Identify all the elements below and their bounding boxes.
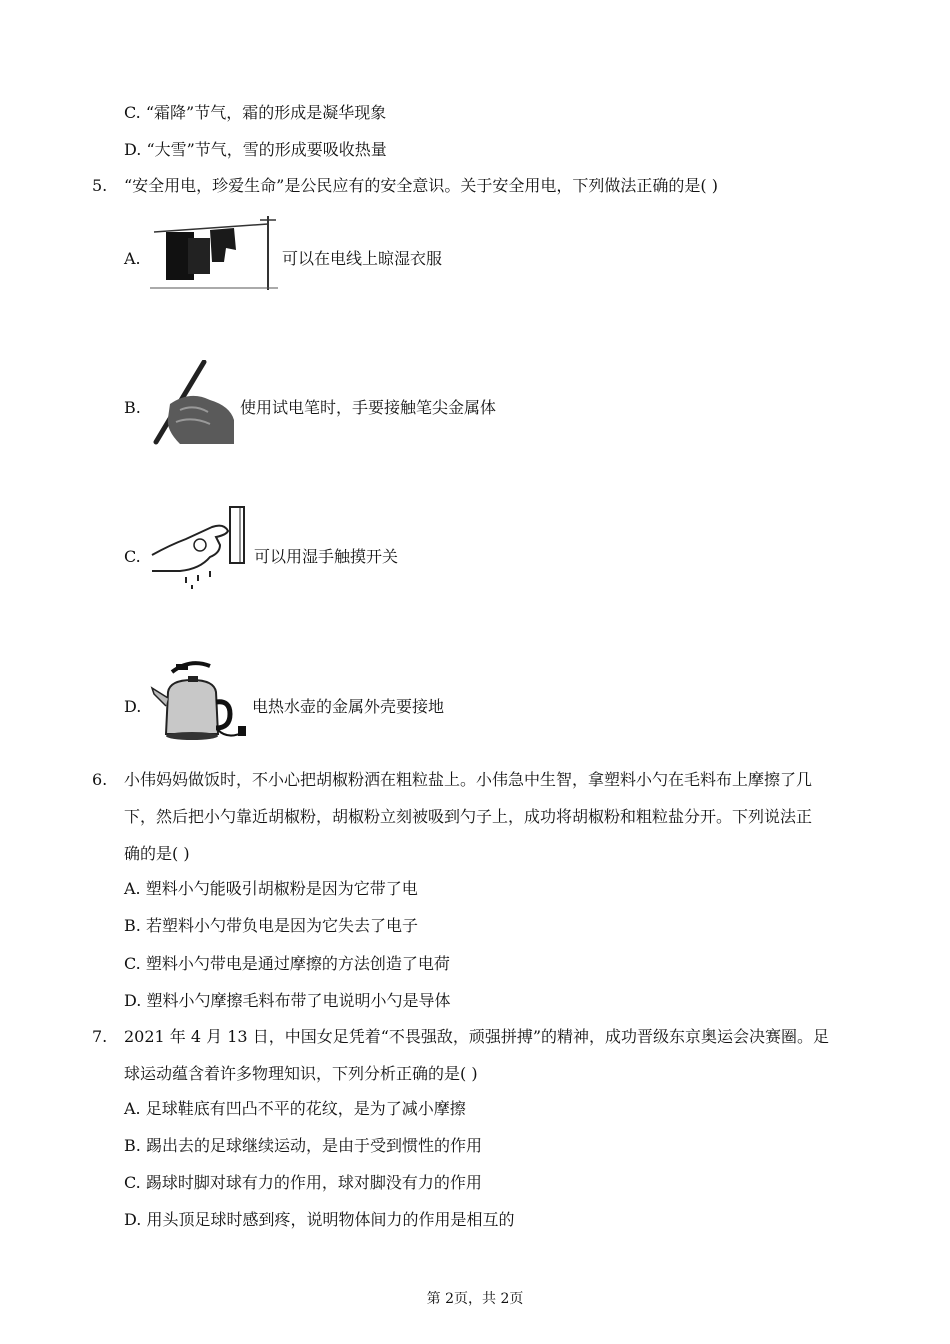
- clothes-on-wire-icon: [150, 210, 278, 292]
- q6-option-c: C. 塑料小勺带电是通过摩擦的方法创造了电荷: [124, 954, 450, 973]
- q5-option-d-text: 电热水壶的金属外壳要接地: [252, 697, 445, 716]
- q7-option-b: B. 踢出去的足球继续运动，是由于受到惯性的作用: [124, 1136, 482, 1155]
- page-footer: 第 2页，共 2页: [426, 1291, 524, 1307]
- q6-stem-line-2: 下，然后把小勺靠近胡椒粉，胡椒粉立刻被吸到勺子上，成功将胡椒粉和粗粒盐分开。下列说法正: [124, 807, 813, 826]
- q5-option-b-letter: B.: [124, 398, 141, 417]
- q5-number: 5.: [92, 176, 108, 195]
- q5-stem: “安全用电，珍爱生命”是公民应有的安全意识。关于安全用电，下列做法正确的是( ): [124, 176, 718, 195]
- q6-option-d: D. 塑料小勺摩擦毛料布带了电说明小勺是导体: [124, 991, 451, 1010]
- q7-number: 7.: [92, 1027, 108, 1046]
- q7-option-a: A. 足球鞋底有凹凸不平的花纹，是为了减小摩擦: [124, 1099, 466, 1118]
- q4-option-c: C. “霜降”节气，霜的形成是凝华现象: [124, 103, 387, 122]
- q5-option-c-letter: C.: [124, 547, 141, 566]
- q7-stem-line-2: 球运动蕴含着许多物理知识，下列分析正确的是( ): [124, 1064, 478, 1083]
- test-pen-hand-icon: [150, 360, 238, 446]
- q5-option-a-text: 可以在电线上晾湿衣服: [282, 249, 443, 268]
- q4-option-d: D. “大雪”节气，雪的形成要吸收热量: [124, 140, 387, 159]
- q7-stem-line-1: 2021 年 4 月 13 日，中国女足凭着“不畏强敌，顽强拼搏”的精神，成功晋级东京奥运会决赛圈。足: [124, 1027, 830, 1046]
- q6-option-b: B. 若塑料小勺带负电是因为它失去了电子: [124, 916, 418, 935]
- q5-option-b-text: 使用试电笔时，手要接触笔尖金属体: [240, 398, 497, 417]
- q5-option-c-text: 可以用湿手触摸开关: [254, 547, 399, 566]
- q6-number: 6.: [92, 770, 108, 789]
- q5-option-a-letter: A.: [124, 249, 141, 268]
- q7-option-c: C. 踢球时脚对球有力的作用，球对脚没有力的作用: [124, 1173, 482, 1192]
- q6-option-a: A. 塑料小勺能吸引胡椒粉是因为它带了电: [124, 879, 418, 898]
- electric-kettle-icon: [150, 658, 248, 744]
- wet-hand-switch-icon: [150, 505, 250, 591]
- q7-option-d: D. 用头顶足球时感到疼，说明物体间力的作用是相互的: [124, 1210, 515, 1229]
- q5-option-d-letter: D.: [124, 697, 142, 716]
- q6-stem-line-1: 小伟妈妈做饭时，不小心把胡椒粉洒在粗粒盐上。小伟急中生智，拿塑料小勺在毛料布上摩擦了几: [124, 770, 813, 789]
- q6-stem-line-3: 确的是( ): [124, 844, 190, 863]
